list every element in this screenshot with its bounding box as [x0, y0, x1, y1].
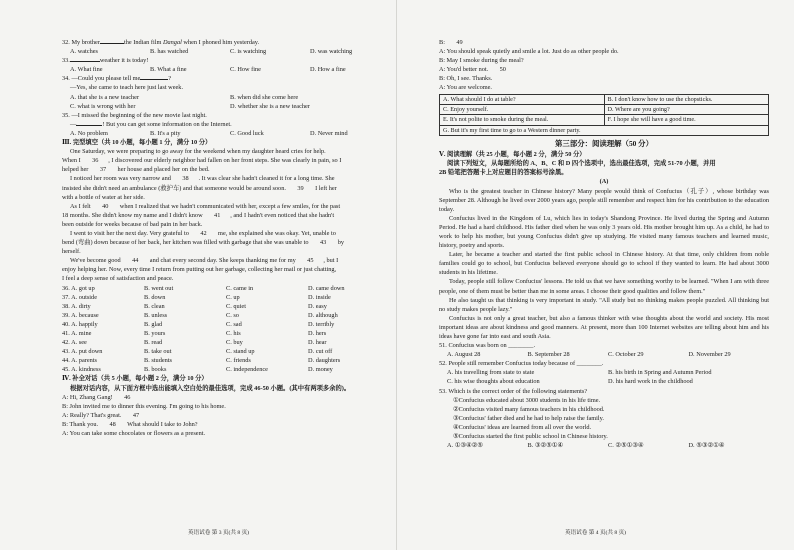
q52-options-cd: C. his wise thoughts about education D. his hard work in the childhood: [447, 378, 693, 386]
cloze-option-row: 43. A. put down B. take out C. stand up D. cut off: [62, 348, 333, 356]
cloze-option-row: 41. A. mine B. yours C. his D. hers: [62, 330, 327, 337]
dialog-line: A: Really? That's great. 47: [62, 411, 390, 420]
cloze-option-row: 44. A. parents B. students C. friends D. daughters: [62, 357, 341, 365]
q34-options-ab: A. that she is a new teacher B. when did she come here: [70, 93, 299, 101]
cloze-line: enjoy helping her. Now, every time I return from putting out her garbage, collecting her mail or just chatting,: [62, 266, 337, 274]
q35-stem: 35. —I missed the beginning of the new movie last night.: [62, 111, 207, 119]
part-3-title: 第三部分：阅读理解（50 分）: [555, 139, 653, 149]
box-option: C. Enjoy yourself.: [440, 104, 605, 114]
section-4-instructions: 根据对话内容，从下面方框中选出能填入空白处的最佳选项，完成 46-50 小题。(其中有两项多余的)。: [70, 384, 351, 392]
cloze-line: I went to visit her the next day. Very grateful to 42 me, she explained she was okay. Yet, unable to: [62, 229, 390, 238]
box-option: D. Where are you going?: [604, 104, 769, 114]
q53-statement: ①Confucius educated about 3000 students in his life time.: [453, 396, 601, 404]
page-footer: 英语试卷 第 3 页(共 8 页): [187, 529, 250, 536]
passage-paragraph: Who is the greatest teacher in Chinese history? Many people would think of Confucius（孔子）, whose birthday was September 28. Although he lived over 2000 years ago, people still remember and respect him for his contribution to the education today.: [439, 187, 769, 213]
cloze-line: helped her 37 her house and placed her on the bed.: [62, 165, 390, 174]
q32-options: A. watches B. has watched C. is watching D. was watching: [70, 48, 353, 56]
dialog-line: A: You should speak quietly and smile a lot. Just do as other people do.: [439, 48, 619, 56]
cloze-option-row: 37. A. outside B. down C. up D. inside: [62, 293, 331, 301]
q53-statement: ③Confucius' father died and he had to help raise the family.: [453, 414, 604, 422]
cloze-line: 18 months. She didn't know my name and I didn't know 41 , and I hadn't even noticed that she hadn't: [62, 211, 390, 220]
passage-paragraph: Later, he became a teacher and started the first public school in Chinese history. At that time, only children from noble families could go to school, but Confucius believed everyone should go to school if they wanted to learn. He had about 3000 students in his lifetime.: [439, 251, 769, 277]
dialog-line: A: You'd better not. 50: [439, 65, 769, 74]
cloze-line: As I felt 40 when I realized that we hadn't communicated with her, except a few smiles, for the past: [62, 202, 390, 211]
dialog-line: B: John invited me to dinner this evening. I'm going to his home.: [62, 402, 226, 410]
cloze-option-row: 36. A. got up B. went out C. came in D. came down: [62, 284, 345, 292]
q35-options: A. No problem B. It's a pity C. Good luck D. Never mind: [70, 129, 348, 137]
q53-statement: ④Confucius' ideas are learned from all over the world.: [453, 423, 592, 431]
dialog-line: B: Oh, I see. Thanks.: [439, 75, 493, 83]
passage-paragraph: He also taught us that thinking is very important in study. "All study but no thinking makes people puzzled. All thinking but no study makes people lazy.": [439, 296, 769, 313]
box-option: A. What should I do at table?: [440, 94, 605, 104]
passage-label: (A): [599, 178, 609, 186]
cloze-line: been outside for weeks because of bad pain in her back.: [62, 220, 203, 228]
dialog-line: A: You can take some chocolates or flowers as a present.: [62, 430, 206, 438]
q35-reply: — ! But you can get some information on the Internet.: [70, 120, 232, 128]
q33-options: A. What fine B. What a fine C. How fine D. How a fine: [70, 66, 346, 74]
dialog-line: A: Hi, Zhang Gang! 46: [62, 393, 390, 402]
cloze-line: One Saturday, we were preparing to go away for the weekend when my daughter heard cries for help.: [70, 148, 326, 156]
exam-page-4: [397, 0, 794, 550]
cloze-option-row: 38. A. dirty B. clean C. quiet D. easy: [62, 302, 327, 310]
q34-reply: —Yes, she came to teach here just last week.: [70, 84, 184, 92]
cloze-line: herself.: [62, 248, 81, 256]
cloze-option-row: 39. A. because B. unless C. so D. although: [62, 311, 338, 319]
passage-paragraph: Confucius lived in the Kingdom of Lu, which lies in today's Shandong Province. He lived during the Spring and Autumn Period. He had a hard childhood. His father died when he was only 3 years old. His mother brought him up. As a child, he had to work to help his mother, but young Confucius didn't give up studying. He visited many famous teachers and learned music, history, poetry and sports.: [439, 214, 769, 250]
q51-stem: 51. Confucius was born on ________.: [439, 342, 536, 350]
cloze-line: insisted she didn't need an ambulance (救护车) and that someone would be around soon. 39 I left her: [62, 184, 390, 193]
cloze-line: I noticed her room was very narrow and 38 . It was clear she hadn't cleaned it for a long time. She: [62, 174, 390, 183]
q51-options: A. August 28 B. September 28 C. October 29 D. November 29: [447, 351, 731, 359]
dialog-line: A: You are welcome.: [439, 84, 492, 92]
q52-options-ab: A. his travelling from state to state B. his birth in Spring and Autumn Period: [447, 369, 712, 377]
q53-statement: ⑤Confucius started the first public school in Chinese history.: [453, 433, 608, 441]
section-5-title: Ⅴ. 阅读理解（共 25 小题，每小题 2 分，满分 50 分）: [439, 151, 586, 159]
q34-options-cd: C. what is wrong with her D. whether she is a new teacher: [70, 102, 310, 110]
q33-stem: 33. weather it is today!: [62, 57, 149, 65]
section-3-title: Ⅲ. 完型填空（共 10 小题，每小题 1 分，满分 10 分）: [62, 139, 212, 147]
box-row: [440, 115, 769, 125]
section-5-instructions-cont: 2B 铅笔把答题卡上对应题目的答案标号涂黑。: [439, 169, 568, 177]
q53-statement: ②Confucius visited many famous teachers in his childhood.: [453, 405, 605, 413]
dialog-line: B: May I smoke during the meal?: [439, 57, 524, 65]
q32-stem: 32. My brother the Indian film Dangal when I phoned him yesterday.: [62, 39, 260, 46]
cloze-line: I feel a deep sense of satisfaction and peace.: [62, 275, 174, 283]
box-option: B. I don't know how to use the chopsticks.: [604, 94, 769, 104]
box-option: G. But it's my first time to go to a Western dinner party.: [440, 125, 769, 135]
dialog-line: B: Thank you. 48 What should I take to John?: [62, 420, 390, 429]
dialog-line: B: 49: [439, 38, 769, 47]
cloze-line: bend (弯曲) down because of her back, her kitchen was filled with garbage that she was unable to 43 by: [62, 238, 390, 247]
box-row: [440, 104, 769, 114]
q52-stem: 52. People still remember Confucius today because of ________.: [439, 360, 604, 368]
right-column: [439, 38, 769, 450]
cloze-line: with a bottle of water at her side.: [62, 193, 145, 201]
cloze-option-row: 42. A. see B. read C. buy D. hear: [62, 339, 327, 347]
q34-stem: 34. —Could you please tell me ?: [62, 75, 172, 83]
left-column: [62, 38, 390, 438]
cloze-line: When I 36 , I discovered our elderly neighbor had fallen on her front steps. She was clearly in pain, so I: [62, 156, 390, 165]
dialog-options-box: [439, 94, 769, 137]
cloze-option-row: 45. A. kindness B. books C. independence D. money: [62, 366, 333, 374]
section-4-title: Ⅳ. 补全对话（共 5 小题，每小题 2 分，满分 10 分）: [62, 375, 208, 383]
box-row: [440, 125, 769, 135]
cloze-line: We've become good 44 and chat every second day. She keeps thanking me for my 45 , but I: [62, 256, 390, 265]
box-option: E. It's not polite to smoke during the meal.: [440, 115, 605, 125]
passage-paragraph: Confucius is not only a great teacher, but also a famous thinker with wise thoughts about the world and society. His most important ideas are about kindness and good manners. At present, more than 100 Internet websites are telling about him and his ideas have gone far into east and south Asia.: [439, 314, 769, 340]
q53-options: A. ①③④②⑤ B. ③②⑤①④ C. ②⑤①③④ D. ⑤③②①④: [447, 442, 725, 450]
passage-paragraph: Today, people still follow Confucius' lessons. He told us that we have something worthy to be learned. "When I am with three people, one of them must be better than me in some areas. I choose their good qualities and follow them.": [439, 278, 769, 295]
q53-stem: 53. Which is the correct order of the following statements?: [439, 387, 588, 395]
page-footer: 英语试卷 第 4 页(共 8 页): [564, 529, 627, 536]
cloze-option-row: 40. A. happily B. glad C. sad D. terribly: [62, 320, 335, 328]
section-5-instructions: 阅读下列短文，从每题所给的 A、B、C 和 D 四个选项中，选出最佳选项，完成 51-70 小题，并用: [447, 160, 716, 168]
box-option: F. I hope she will have a good time.: [604, 115, 769, 125]
box-row: [440, 94, 769, 104]
